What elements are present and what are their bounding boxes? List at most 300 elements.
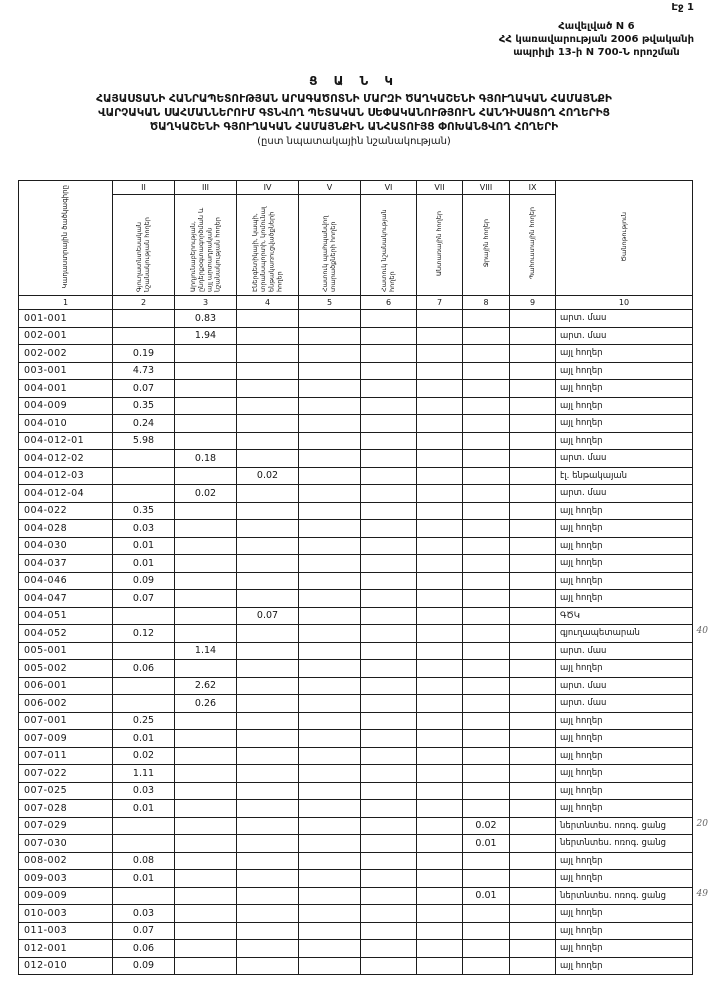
- cadastral-code-cell: 004-046: [19, 572, 113, 590]
- value-cell: 0.02: [113, 747, 175, 765]
- table-row: [19, 800, 693, 818]
- value-cell: [113, 835, 175, 853]
- column-number: 1: [19, 296, 113, 310]
- category-column-header-label: Ջրային հողեր: [481, 219, 490, 268]
- value-cell: [299, 887, 361, 905]
- value-cell: [417, 310, 463, 328]
- value-cell: 0.35: [113, 397, 175, 415]
- value-cell: [510, 310, 556, 328]
- document-title-block: [0, 74, 708, 149]
- note-cell: այլ հողեր: [556, 362, 693, 380]
- value-cell: [175, 520, 237, 538]
- value-cell: [510, 467, 556, 485]
- value-cell: [361, 625, 417, 643]
- value-cell: [361, 835, 417, 853]
- value-cell: [237, 765, 299, 783]
- value-cell: [175, 730, 237, 748]
- value-cell: [417, 572, 463, 590]
- value-cell: [175, 625, 237, 643]
- value-cell: [299, 450, 361, 468]
- note-cell: այլ հողեր: [556, 432, 693, 450]
- value-cell: [463, 905, 510, 923]
- value-cell: [417, 712, 463, 730]
- value-cell: [510, 432, 556, 450]
- value-cell: [299, 397, 361, 415]
- value-cell: [237, 782, 299, 800]
- category-column-header-label: Արդյունաբերության, ընդերքօգտագործման և այլ արտադրական նշանակության հողեր: [189, 207, 222, 292]
- cadastral-code-cell: 004-030: [19, 537, 113, 555]
- value-cell: [299, 870, 361, 888]
- value-cell: [237, 695, 299, 713]
- roman-numeral: IV: [237, 181, 299, 195]
- value-cell: [417, 467, 463, 485]
- value-cell: [417, 607, 463, 625]
- value-cell: [510, 520, 556, 538]
- value-cell: 0.01: [113, 555, 175, 573]
- note-cell: այլ հողեր: [556, 397, 693, 415]
- column-number: 7: [417, 296, 463, 310]
- note-cell: այլ հողեր: [556, 730, 693, 748]
- cadastral-code-cell: 001-001: [19, 310, 113, 328]
- value-cell: [361, 520, 417, 538]
- value-cell: [417, 362, 463, 380]
- title-line-3: ԾԱՂԿԱՇԵՆԻ ԳՅՈՒՂԱԿԱՆ ՀԱՄԱՅՆՔԻՆ ԱՆՀԱՏՈՒՅՑ ՓՈԽԱՆՑՎՈՂ ՀՈՂԵՐԻ: [149, 121, 559, 133]
- note-cell: այլ հողեր: [556, 380, 693, 398]
- value-cell: [417, 695, 463, 713]
- value-cell: [510, 485, 556, 503]
- cadastral-code-cell: 006-001: [19, 677, 113, 695]
- annex-line-2: ՀՀ կառավարության 2006 թվականի: [498, 34, 694, 45]
- value-cell: [510, 397, 556, 415]
- value-cell: [175, 905, 237, 923]
- note-cell: այլ հողեր: [556, 345, 693, 363]
- value-cell: 0.01: [113, 537, 175, 555]
- value-cell: [510, 747, 556, 765]
- cadastral-code-cell: 007-022: [19, 765, 113, 783]
- value-cell: [510, 957, 556, 975]
- column-number: 9: [510, 296, 556, 310]
- value-cell: [463, 677, 510, 695]
- value-cell: [237, 730, 299, 748]
- value-cell: [237, 485, 299, 503]
- value-cell: [463, 327, 510, 345]
- roman-numeral: VI: [361, 181, 417, 195]
- cadastral-code-cell: 005-002: [19, 660, 113, 678]
- value-cell: [237, 800, 299, 818]
- value-cell: [417, 590, 463, 608]
- value-cell: [463, 852, 510, 870]
- column-number: 6: [361, 296, 417, 310]
- value-cell: [175, 555, 237, 573]
- value-cell: [463, 922, 510, 940]
- value-cell: [299, 957, 361, 975]
- cadastral-code-cell: 004-022: [19, 502, 113, 520]
- column-number: 3: [175, 296, 237, 310]
- column-number: 5: [299, 296, 361, 310]
- value-cell: [113, 310, 175, 328]
- table-row: [19, 555, 693, 573]
- cadastral-code-cell: 010-003: [19, 905, 113, 923]
- value-cell: [361, 677, 417, 695]
- value-cell: [237, 520, 299, 538]
- value-cell: [463, 555, 510, 573]
- value-cell: [463, 345, 510, 363]
- note-cell: արտ. մաս: [556, 695, 693, 713]
- value-cell: [175, 870, 237, 888]
- value-cell: [463, 397, 510, 415]
- value-cell: [361, 905, 417, 923]
- value-cell: [299, 380, 361, 398]
- value-cell: [175, 800, 237, 818]
- note-cell: ներտնտես. ոռոգ. ցանց 49: [556, 887, 693, 905]
- value-cell: [417, 887, 463, 905]
- value-cell: [237, 957, 299, 975]
- table-row: [19, 537, 693, 555]
- value-cell: [361, 555, 417, 573]
- roman-numeral: III: [175, 181, 237, 195]
- value-cell: [463, 695, 510, 713]
- cadastral-code-cell: 004-001: [19, 380, 113, 398]
- note-column-header-label: Ծանոթություն: [619, 212, 628, 262]
- page-number-label: Էջ 1: [671, 2, 694, 13]
- value-cell: [113, 607, 175, 625]
- value-cell: [237, 905, 299, 923]
- column-number: 10: [556, 296, 693, 310]
- value-cell: 0.35: [113, 502, 175, 520]
- value-cell: 0.25: [113, 712, 175, 730]
- value-cell: [237, 432, 299, 450]
- value-cell: [510, 887, 556, 905]
- note-cell: այլ հողեր: [556, 520, 693, 538]
- value-cell: 0.24: [113, 415, 175, 433]
- value-cell: 0.12: [113, 625, 175, 643]
- note-cell: այլ հողեր: [556, 905, 693, 923]
- value-cell: [463, 432, 510, 450]
- value-cell: 4.73: [113, 362, 175, 380]
- value-cell: [237, 940, 299, 958]
- value-cell: [299, 712, 361, 730]
- value-cell: [237, 555, 299, 573]
- value-cell: [299, 537, 361, 555]
- value-cell: 0.01: [113, 870, 175, 888]
- value-cell: [299, 747, 361, 765]
- value-cell: [175, 817, 237, 835]
- value-cell: [510, 572, 556, 590]
- value-cell: [510, 712, 556, 730]
- value-cell: [417, 415, 463, 433]
- value-cell: [175, 467, 237, 485]
- cadastral-code-cell: 009-009: [19, 887, 113, 905]
- value-cell: 0.19: [113, 345, 175, 363]
- value-cell: 2.62: [175, 677, 237, 695]
- value-cell: [463, 747, 510, 765]
- value-cell: [510, 345, 556, 363]
- value-cell: 0.07: [113, 380, 175, 398]
- note-cell: այլ հողեր: [556, 957, 693, 975]
- value-cell: [417, 345, 463, 363]
- value-cell: 0.08: [113, 852, 175, 870]
- note-cell: այլ հողեր: [556, 415, 693, 433]
- value-cell: [510, 380, 556, 398]
- value-cell: [175, 362, 237, 380]
- value-cell: [361, 467, 417, 485]
- value-cell: [299, 800, 361, 818]
- value-cell: [237, 642, 299, 660]
- value-cell: [237, 817, 299, 835]
- cadastral-code-cell: 004-047: [19, 590, 113, 608]
- value-cell: [113, 327, 175, 345]
- value-cell: [510, 590, 556, 608]
- value-cell: [463, 940, 510, 958]
- note-cell: արտ. մաս: [556, 310, 693, 328]
- value-cell: [237, 380, 299, 398]
- value-cell: [417, 555, 463, 573]
- cadastral-code-cell: 007-009: [19, 730, 113, 748]
- value-cell: [463, 502, 510, 520]
- cadastral-code-cell: 007-029: [19, 817, 113, 835]
- value-cell: [237, 747, 299, 765]
- table-row: [19, 327, 693, 345]
- value-cell: [510, 817, 556, 835]
- value-cell: 0.03: [113, 520, 175, 538]
- value-cell: 1.14: [175, 642, 237, 660]
- value-cell: [299, 835, 361, 853]
- value-cell: 0.09: [113, 957, 175, 975]
- code-column-header-label: Կադաստրային ծածկագիրը: [61, 185, 70, 289]
- cadastral-code-cell: 004-051: [19, 607, 113, 625]
- value-cell: [299, 572, 361, 590]
- note-cell: ներտնտես. ոռոգ. ցանց 20: [556, 817, 693, 835]
- note-cell: այլ հողեր: [556, 537, 693, 555]
- table-row: [19, 730, 693, 748]
- table-row: [19, 642, 693, 660]
- value-cell: [237, 870, 299, 888]
- code-column-header: [19, 181, 113, 296]
- land-table: [18, 180, 708, 975]
- value-cell: [299, 502, 361, 520]
- value-cell: [299, 695, 361, 713]
- note-cell: այլ հողեր: [556, 870, 693, 888]
- table-row: [19, 607, 693, 625]
- table-row: [19, 870, 693, 888]
- value-cell: [361, 450, 417, 468]
- value-cell: [113, 467, 175, 485]
- cadastral-code-cell: 011-003: [19, 922, 113, 940]
- cadastral-code-cell: 002-002: [19, 345, 113, 363]
- value-cell: [417, 397, 463, 415]
- value-cell: 1.94: [175, 327, 237, 345]
- table-row: [19, 345, 693, 363]
- value-cell: [463, 730, 510, 748]
- note-cell: արտ. մաս: [556, 642, 693, 660]
- cadastral-code-cell: 004-010: [19, 415, 113, 433]
- value-cell: [299, 362, 361, 380]
- value-cell: [463, 537, 510, 555]
- value-cell: [463, 450, 510, 468]
- table-row: [19, 590, 693, 608]
- value-cell: [463, 642, 510, 660]
- value-cell: [510, 555, 556, 573]
- note-cell: այլ հողեր: [556, 940, 693, 958]
- annex-reference-block: [499, 20, 694, 59]
- category-column-header-label: Գյուղատնտեսական նշանակության հողեր: [135, 216, 152, 292]
- value-cell: 0.02: [175, 485, 237, 503]
- value-cell: [299, 765, 361, 783]
- value-cell: [510, 642, 556, 660]
- value-cell: [510, 502, 556, 520]
- table-row: [19, 362, 693, 380]
- value-cell: [417, 450, 463, 468]
- value-cell: [463, 660, 510, 678]
- note-cell: գյուղապետարան 40: [556, 625, 693, 643]
- value-cell: 0.03: [113, 782, 175, 800]
- table-row: [19, 432, 693, 450]
- value-cell: 5.98: [113, 432, 175, 450]
- value-cell: 0.01: [113, 730, 175, 748]
- note-cell: այլ հողեր: [556, 590, 693, 608]
- document-title: Ց Ա Ն Կ: [309, 74, 399, 88]
- table-row: [19, 695, 693, 713]
- value-cell: [510, 922, 556, 940]
- value-cell: [463, 362, 510, 380]
- roman-numeral: II: [113, 181, 175, 195]
- value-cell: [417, 870, 463, 888]
- table-row: [19, 415, 693, 433]
- value-cell: [361, 397, 417, 415]
- value-cell: [299, 940, 361, 958]
- value-cell: [361, 765, 417, 783]
- category-column-header: [361, 195, 417, 296]
- value-cell: [237, 660, 299, 678]
- category-column-header: [463, 195, 510, 296]
- cadastral-code-cell: 012-001: [19, 940, 113, 958]
- value-cell: [237, 887, 299, 905]
- value-cell: [237, 712, 299, 730]
- note-cell: այլ հողեր: [556, 765, 693, 783]
- value-cell: [361, 485, 417, 503]
- value-cell: 1.11: [113, 765, 175, 783]
- value-cell: [299, 642, 361, 660]
- column-number: 8: [463, 296, 510, 310]
- value-cell: [361, 660, 417, 678]
- value-cell: [175, 415, 237, 433]
- value-cell: [299, 607, 361, 625]
- value-cell: [237, 415, 299, 433]
- value-cell: [417, 765, 463, 783]
- cadastral-code-cell: 008-002: [19, 852, 113, 870]
- note-cell: արտ. մաս: [556, 327, 693, 345]
- note-cell: ԳԾԿ: [556, 607, 693, 625]
- value-cell: [113, 450, 175, 468]
- value-cell: [113, 642, 175, 660]
- value-cell: [299, 677, 361, 695]
- value-cell: [463, 485, 510, 503]
- table-row: [19, 397, 693, 415]
- value-cell: [361, 782, 417, 800]
- value-cell: [510, 362, 556, 380]
- cadastral-code-cell: 006-002: [19, 695, 113, 713]
- value-cell: [361, 922, 417, 940]
- value-cell: [463, 607, 510, 625]
- value-cell: [361, 852, 417, 870]
- cadastral-code-cell: 004-052: [19, 625, 113, 643]
- value-cell: [417, 380, 463, 398]
- note-cell: ներտնտես. ոռոգ. ցանց: [556, 835, 693, 853]
- value-cell: [361, 940, 417, 958]
- value-cell: [361, 870, 417, 888]
- value-cell: [175, 502, 237, 520]
- value-cell: [417, 957, 463, 975]
- value-cell: [463, 590, 510, 608]
- value-cell: [463, 520, 510, 538]
- value-cell: [175, 590, 237, 608]
- value-cell: [361, 712, 417, 730]
- value-cell: [417, 502, 463, 520]
- value-cell: [361, 502, 417, 520]
- category-column-header: [175, 195, 237, 296]
- value-cell: [510, 905, 556, 923]
- table-row: [19, 905, 693, 923]
- value-cell: 0.06: [113, 940, 175, 958]
- column-number: 2: [113, 296, 175, 310]
- value-cell: 0.09: [113, 572, 175, 590]
- value-cell: [299, 327, 361, 345]
- value-cell: 0.02: [237, 467, 299, 485]
- header-roman-row: [19, 181, 693, 195]
- value-cell: [417, 520, 463, 538]
- value-cell: [175, 922, 237, 940]
- note-cell: արտ. մաս: [556, 677, 693, 695]
- value-cell: [237, 502, 299, 520]
- table-row: [19, 502, 693, 520]
- note-cell: այլ հողեր: [556, 800, 693, 818]
- value-cell: [175, 747, 237, 765]
- value-cell: 0.18: [175, 450, 237, 468]
- value-cell: [299, 817, 361, 835]
- value-cell: [463, 782, 510, 800]
- value-cell: [299, 905, 361, 923]
- value-cell: [299, 730, 361, 748]
- value-cell: [417, 432, 463, 450]
- value-cell: [237, 835, 299, 853]
- value-cell: [175, 432, 237, 450]
- table-row: [19, 852, 693, 870]
- value-cell: [417, 747, 463, 765]
- note-cell: այլ հողեր: [556, 502, 693, 520]
- value-cell: [417, 817, 463, 835]
- table-row: [19, 677, 693, 695]
- value-cell: [510, 730, 556, 748]
- value-cell: [417, 537, 463, 555]
- value-cell: 0.07: [113, 922, 175, 940]
- value-cell: [417, 852, 463, 870]
- value-cell: [417, 782, 463, 800]
- value-cell: [510, 782, 556, 800]
- value-cell: [361, 695, 417, 713]
- value-cell: [417, 625, 463, 643]
- note-cell: այլ հողեր: [556, 922, 693, 940]
- table-row: [19, 782, 693, 800]
- value-cell: [463, 415, 510, 433]
- value-cell: [417, 660, 463, 678]
- value-cell: [417, 835, 463, 853]
- value-cell: [175, 345, 237, 363]
- table-row: [19, 572, 693, 590]
- value-cell: [299, 520, 361, 538]
- cadastral-code-cell: 004-037: [19, 555, 113, 573]
- note-cell: այլ հողեր: [556, 555, 693, 573]
- title-subtitle: (ըստ նպատակային նշանակության): [257, 136, 451, 147]
